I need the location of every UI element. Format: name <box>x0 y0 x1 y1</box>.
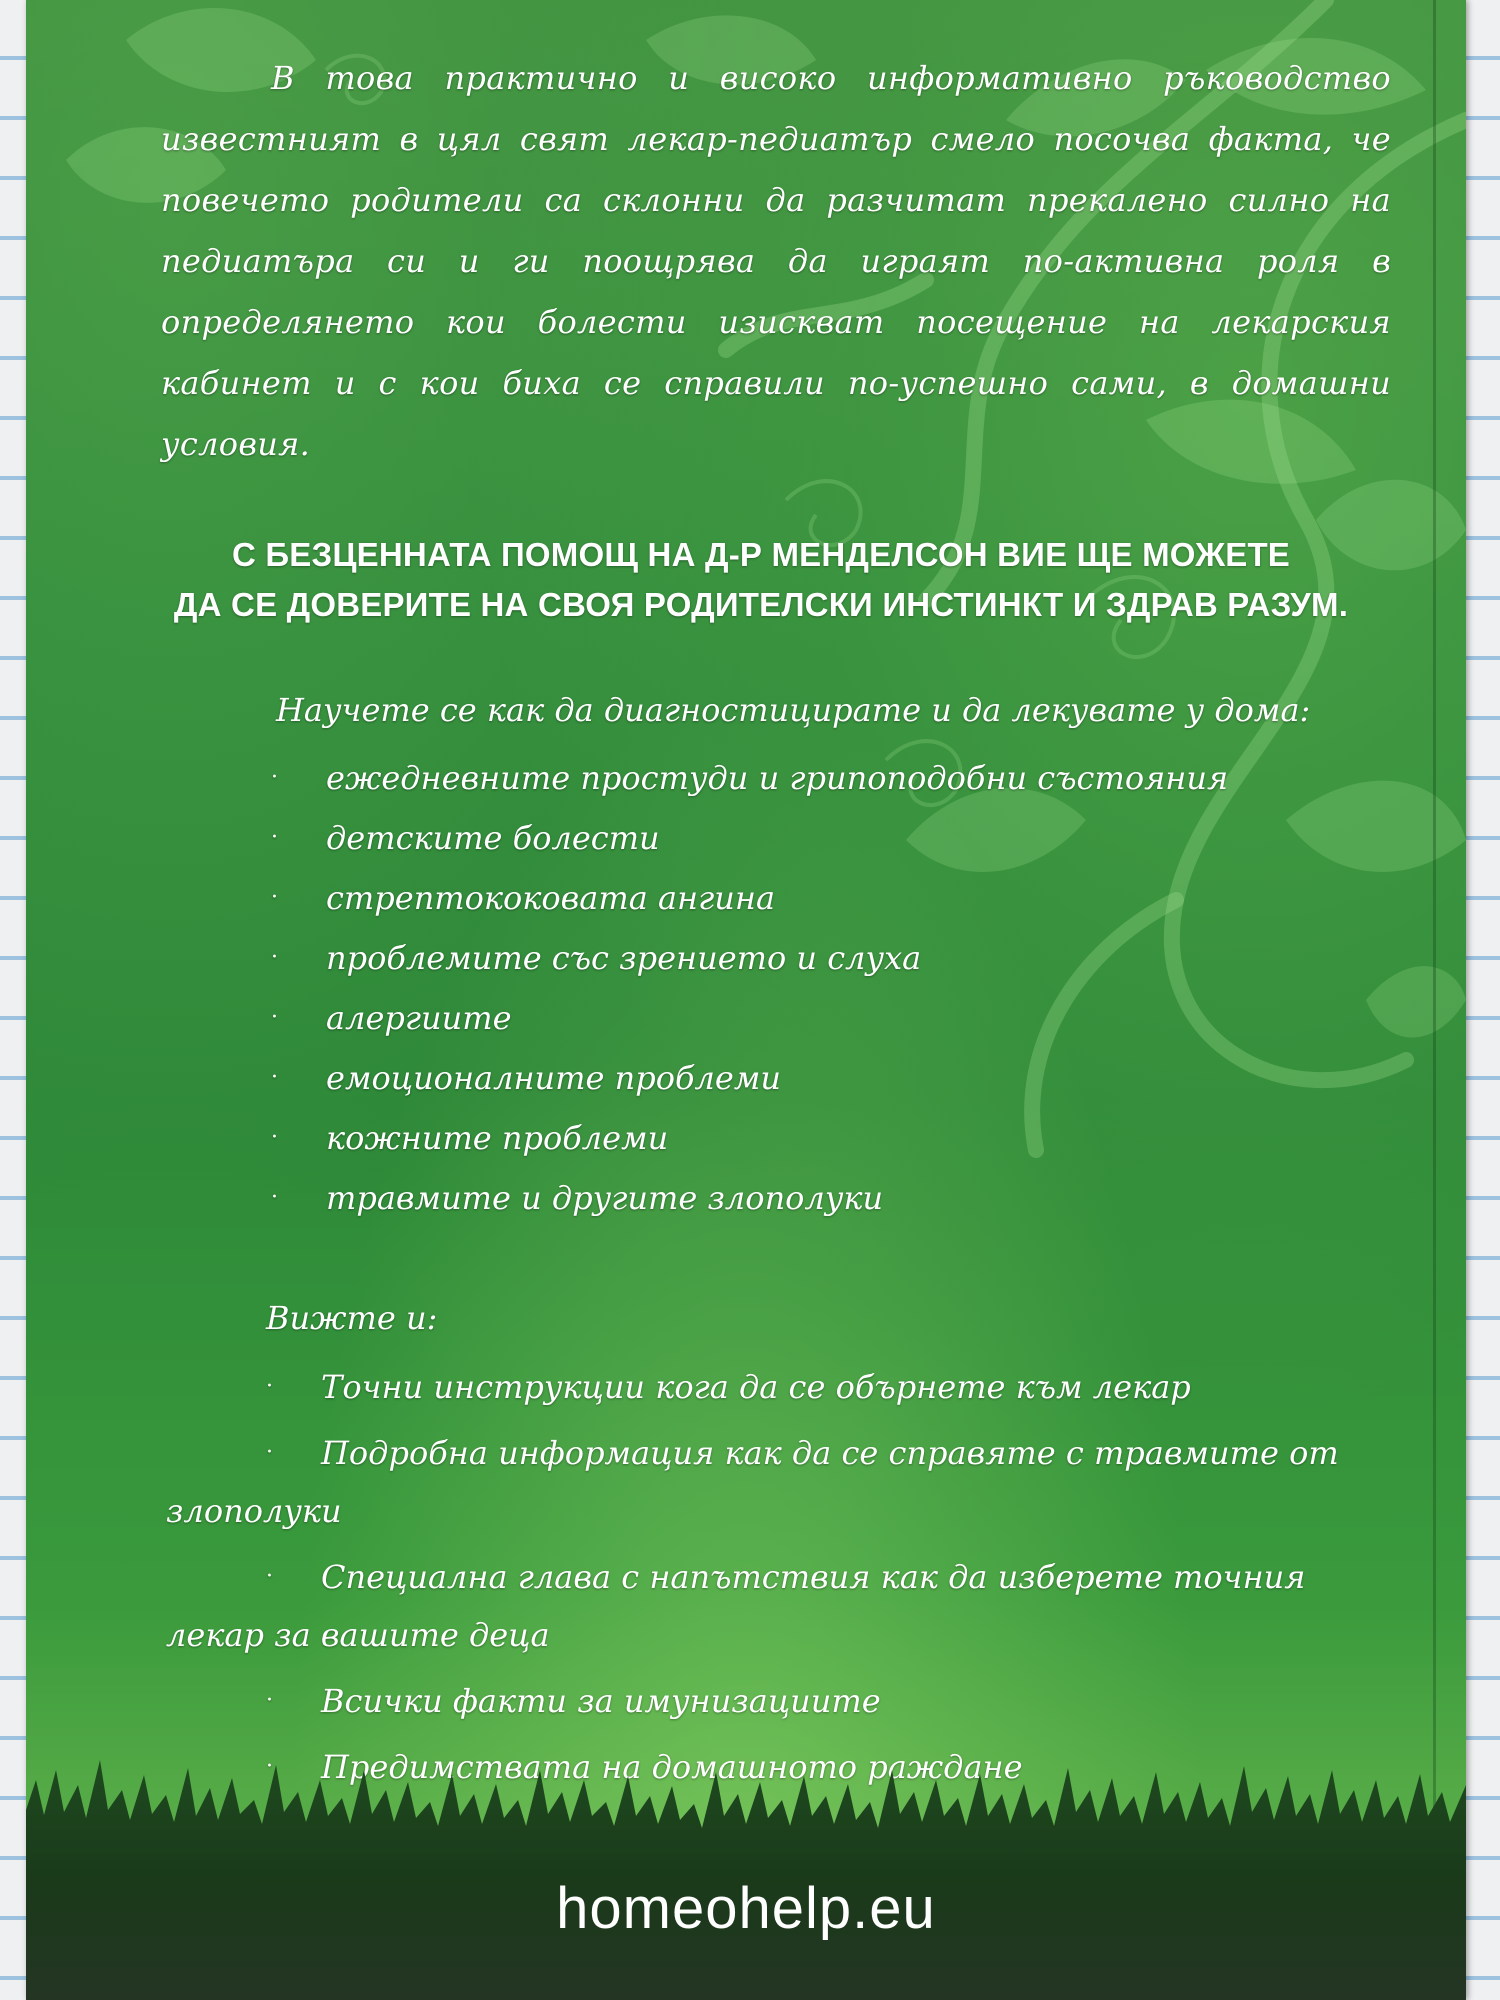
learn-list <box>271 748 1271 1228</box>
bullet-icon: · <box>271 885 278 910</box>
bullet-icon: · <box>271 1125 278 1150</box>
notebook-paper-right <box>1460 0 1500 2000</box>
learn-section-title: Научете се как да диагностицирате и да лекувате у дома: <box>276 691 1311 729</box>
bullet-icon: · <box>266 1754 273 1779</box>
see-also-list <box>166 1358 1381 1804</box>
bullet-icon: · <box>266 1440 273 1465</box>
bullet-icon: · <box>271 1185 278 1210</box>
list-item: · Всички факти за имунизациите <box>166 1672 1381 1730</box>
list-item: · Подробна информация как да се справяте с травмите от злополуки <box>166 1424 1381 1540</box>
intro-paragraph: В това практично и високо информативно ръководство известният в цял свят лекар-педиатър смело посочва факта, че повечето родители са склонни да разчитат прекалено силно на педиатъра си и ги поощрява да играят по-активна роля в определянето кои болести изискват посещение на лекарския кабинет и с кои биха се справили по-успешно сами, в домашни условия. <box>161 59 1391 463</box>
bullet-icon: · <box>271 1065 278 1090</box>
spine-fold-line <box>1433 0 1436 1900</box>
list-item: · алергиите <box>271 988 1271 1048</box>
headline-line-1: С БЕЗЦЕННАТА ПОМОЩ НА Д-Р МЕНДЕЛСОН ВИЕ ЩЕ МОЖЕТЕ <box>231 536 1291 573</box>
book-back-cover <box>26 0 1466 2000</box>
bullet-icon: · <box>271 1005 278 1030</box>
bullet-icon: · <box>266 1564 273 1589</box>
list-item: · проблемите със зрението и слуха <box>271 928 1271 988</box>
list-item: · детските болести <box>271 808 1271 868</box>
bullet-icon: · <box>266 1374 273 1399</box>
footer-website: homeohelp.eu <box>556 1876 936 1941</box>
list-item: · травмите и другите злополуки <box>271 1168 1271 1228</box>
list-item: · Специална глава с напътствия как да изберете точния лекар за вашите деца <box>166 1548 1381 1664</box>
list-item: · кожните проблеми <box>271 1108 1271 1168</box>
list-item: · Точни инструкции кога да се обърнете към лекар <box>166 1358 1381 1416</box>
bullet-icon: · <box>271 825 278 850</box>
bullet-icon: · <box>271 765 278 790</box>
bullet-icon: · <box>271 945 278 970</box>
headline <box>136 530 1386 630</box>
list-item: · емоционалните проблеми <box>271 1048 1271 1108</box>
bullet-icon: · <box>266 1688 273 1713</box>
see-also-title: Вижте и: <box>266 1299 438 1337</box>
list-item: · Предимствата на домашното раждане <box>166 1738 1381 1796</box>
headline-line-2: ДА СЕ ДОВЕРИТЕ НА СВОЯ РОДИТЕЛСКИ ИНСТИНКТ И ЗДРАВ РАЗУМ. <box>173 586 1349 623</box>
list-item: · стрептококовата ангина <box>271 868 1271 928</box>
grass-silhouette <box>26 1740 1466 2000</box>
list-item: · ежедневните простуди и грипоподобни състояния <box>271 748 1271 808</box>
notebook-paper-left <box>0 0 28 2000</box>
